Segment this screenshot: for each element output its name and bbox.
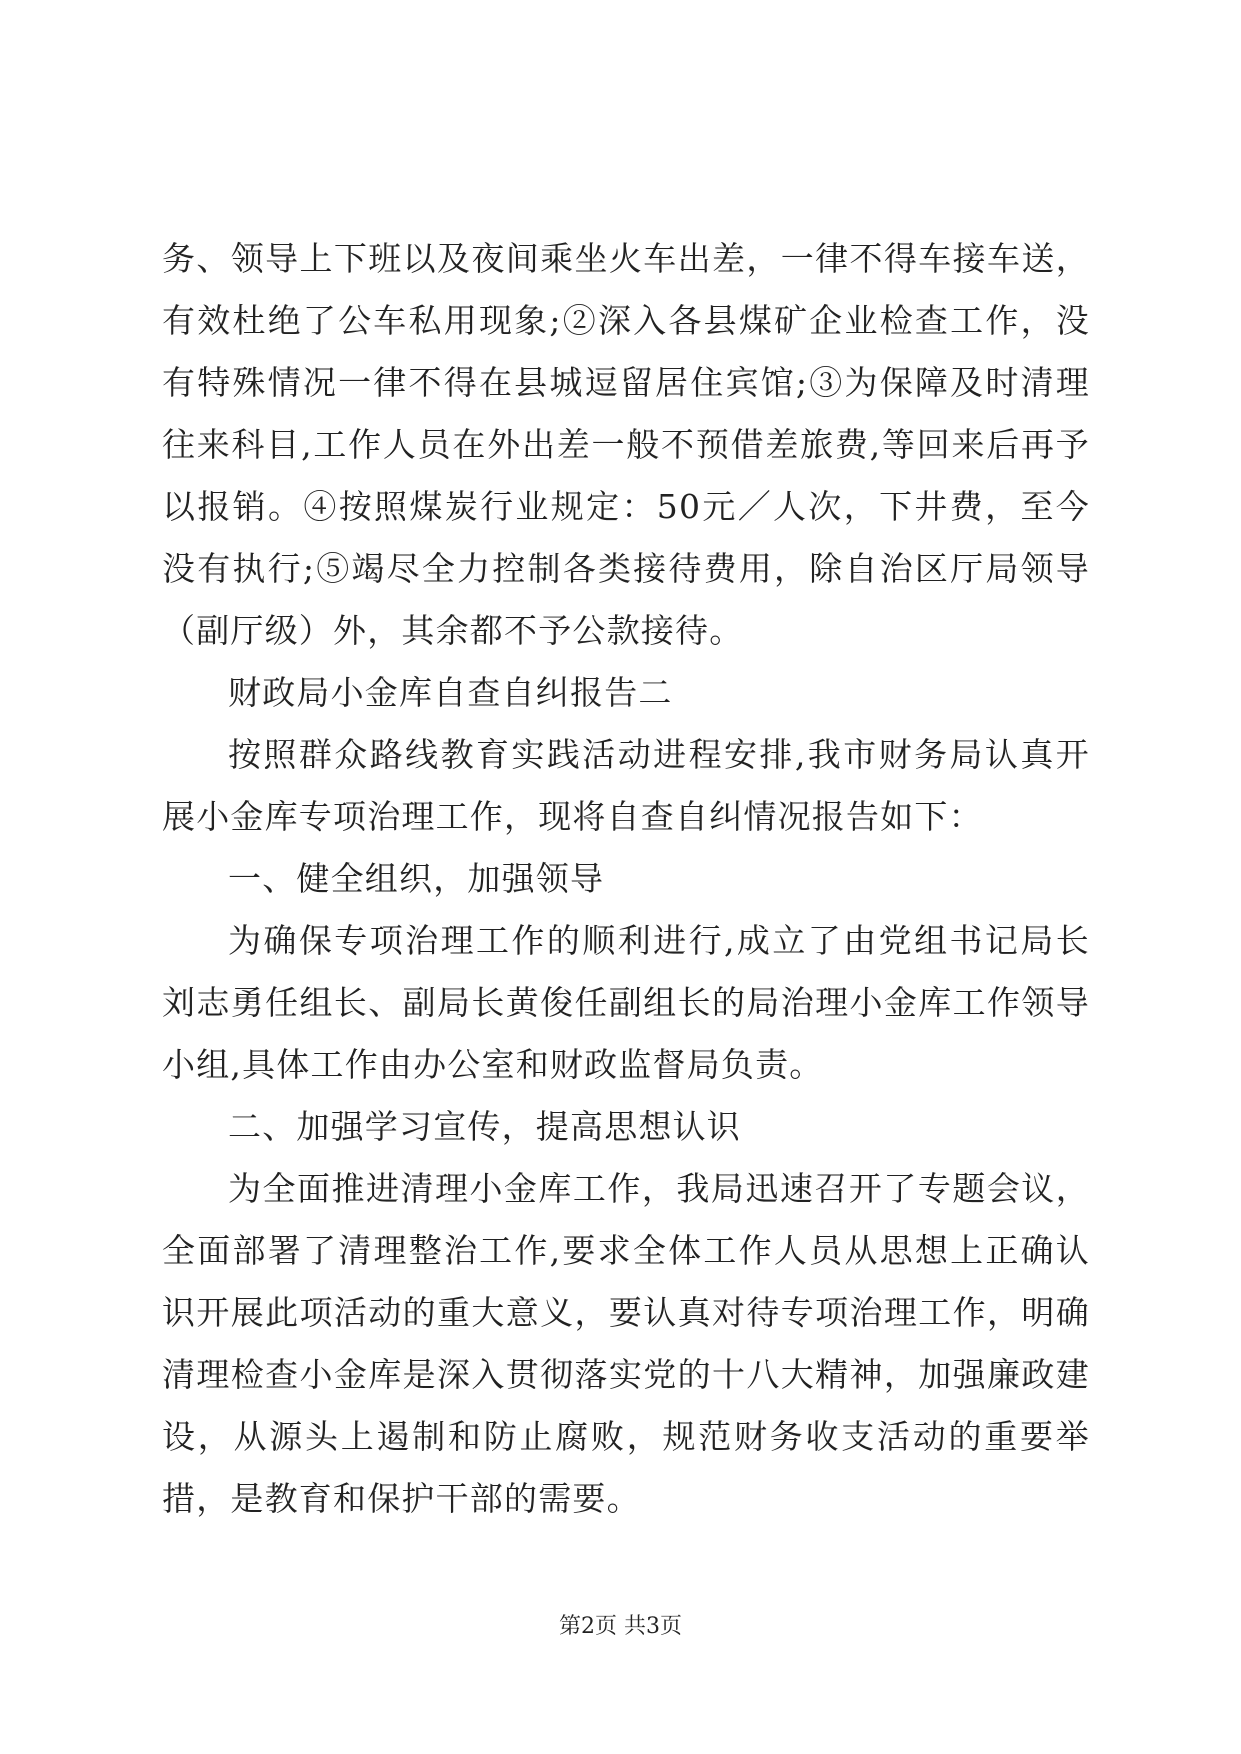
section-heading-1: 一、健全组织，加强领导 <box>228 859 605 898</box>
document-body <box>162 228 1090 1530</box>
paragraph-1: 务、领导上下班以及夜间乘坐火车出差，一律不得车接车送，有效杜绝了公车私用现象;②深入各县煤矿企业检查工作，没有特殊情况一律不得在县城逗留居住宾馆;③为保障及时清理往来科目,工作人员在外出差一般不预借差旅费,等回来后再予以报销。④按照煤炭行业规定：50元／人次，下井费，至今没有执行;⑤竭尽全力控制各类接待费用，除自治区厅局领导（副厅级）外，其余都不予公款接待。 <box>162 239 1090 650</box>
page-number-footer: 第2页 共3页 <box>559 1614 682 1639</box>
section-heading-2: 二、加强学习宣传，提高思想认识 <box>228 1107 741 1146</box>
report-subtitle: 财政局小金库自查自纠报告二 <box>228 673 673 712</box>
paragraph-intro: 按照群众路线教育实践活动进程安排,我市财务局认真开展小金库专项治理工作，现将自查自纠情况报告如下： <box>162 735 1090 836</box>
paragraph-section-1: 为确保专项治理工作的顺利进行,成立了由党组书记局长刘志勇任组长、副局长黄俊任副组长的局治理小金库工作领导小组,具体工作由办公室和财政监督局负责。 <box>162 921 1090 1084</box>
paragraph-section-2: 为全面推进清理小金库工作，我局迅速召开了专题会议，全面部署了清理整治工作,要求全体工作人员从思想上正确认识开展此项活动的重大意义，要认真对待专项治理工作，明确清理检查小金库是深入贯彻落实党的十八大精神，加强廉政建设，从源头上遏制和防止腐败，规范财务收支活动的重要举措，是教育和保护干部的需要。 <box>162 1169 1090 1518</box>
